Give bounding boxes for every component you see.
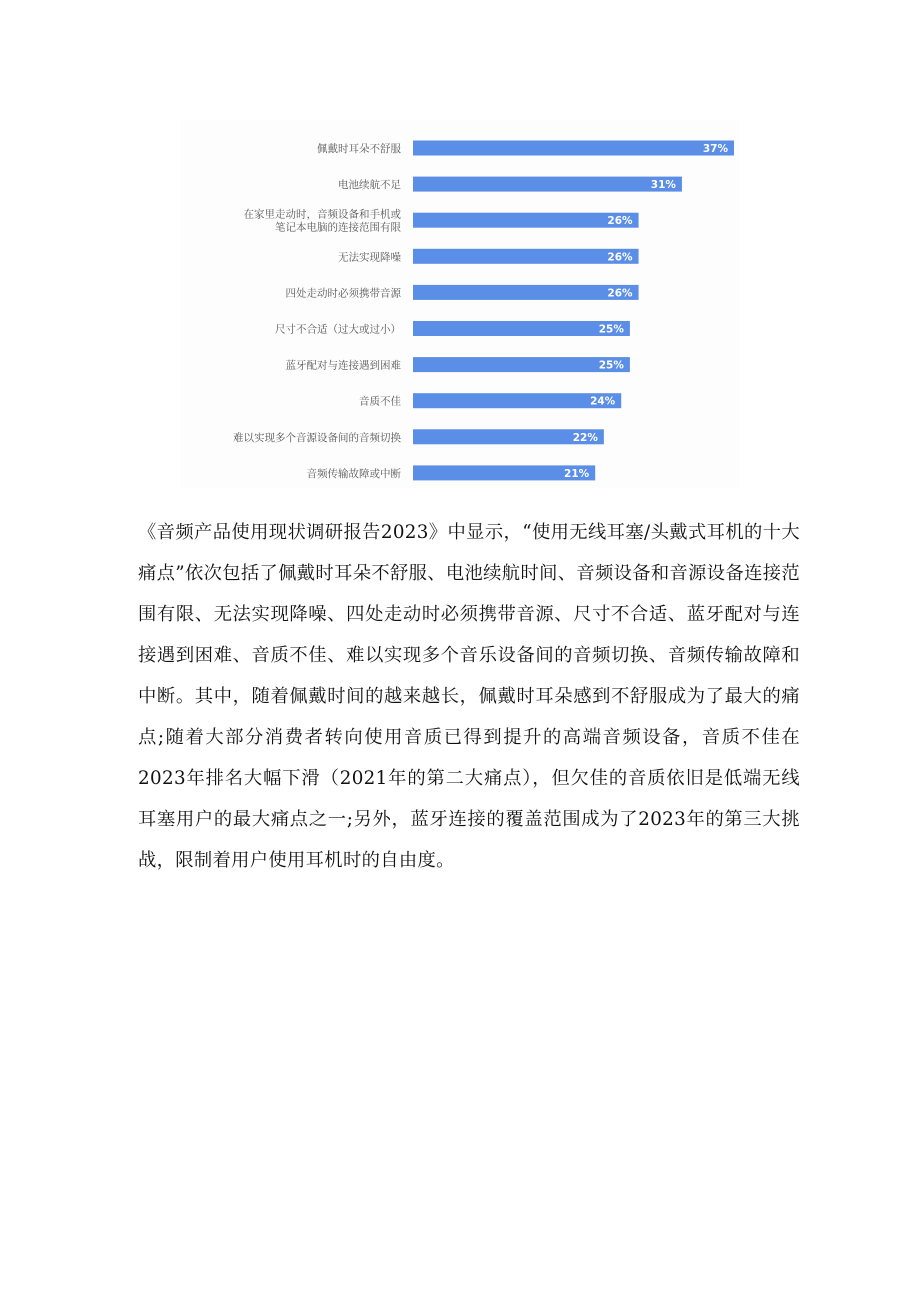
bar-value-label-7: 25% xyxy=(598,359,624,372)
bar-value-label-6: 25% xyxy=(598,323,624,336)
category-label-3: 在家里走动时，音频设备和手机或笔记本电脑的连接范围有限 xyxy=(243,208,401,234)
bar-6 xyxy=(413,321,630,336)
chart-svg xyxy=(180,120,740,488)
bar-chart xyxy=(180,120,740,488)
bar-value-label-3: 26% xyxy=(607,215,633,228)
bar-value-label-1: 37% xyxy=(702,143,728,155)
category-label-10: 音频传输故障或中断 xyxy=(306,467,401,480)
bar-5 xyxy=(413,285,639,300)
category-label-2: 电池续航不足 xyxy=(338,179,401,192)
category-label-9: 难以实现多个音源设备间的音频切换 xyxy=(233,431,401,444)
body-paragraph: 《音频产品使用现状调研报告2023》中显示，“使用无线耳塞/头戴式耳机的十大痛点”依次包括了佩戴时耳朵不舒服、电池续航时间、音频设备和音源设备连接范围有限、无法实现降噪、四处走动时必须携带音源、尺寸不合适、蓝牙配对与连接遇到困难、音质不佳、难以实现多个音乐设备间的音频切换、音频传输故障和中断。其中，随着佩戴时间的越来越长，佩戴时耳朵感到不舒服成为了最大的痛点;随着大部分消费者转向使用音质已得到提升的高端音频设备，音质不佳在2023年排名大幅下滑（2021年的第二大痛点），但欠佳的音质依旧是低端无线耳塞用户的最大痛点之一;另外，蓝牙连接的覆盖范围成为了2023年的第三大挑战，限制着用户使用耳机时的自由度。 xyxy=(138,522,800,871)
bar-value-label-9: 22% xyxy=(572,431,598,444)
bar-1 xyxy=(413,141,734,156)
bar-3 xyxy=(413,213,639,228)
bar-value-label-4: 26% xyxy=(607,251,633,264)
bar-value-label-5: 26% xyxy=(607,287,633,300)
category-label-5: 四处走动时必须携带音源 xyxy=(285,287,401,300)
category-label-8: 音质不佳 xyxy=(359,395,401,408)
category-label-4: 无法实现降噪 xyxy=(338,251,401,264)
bar-4 xyxy=(413,249,639,264)
category-label-1: 佩戴时耳朵不舒服 xyxy=(317,143,401,155)
bar-value-label-2: 31% xyxy=(650,179,676,192)
category-label-6: 尺寸不合适（过大或过小） xyxy=(275,323,401,336)
bar-value-label-8: 24% xyxy=(590,395,616,408)
category-label-7: 蓝牙配对与连接遇到困难 xyxy=(285,359,401,372)
bar-2 xyxy=(413,177,682,192)
bar-value-label-10: 21% xyxy=(564,467,590,480)
bar-7 xyxy=(413,357,630,372)
